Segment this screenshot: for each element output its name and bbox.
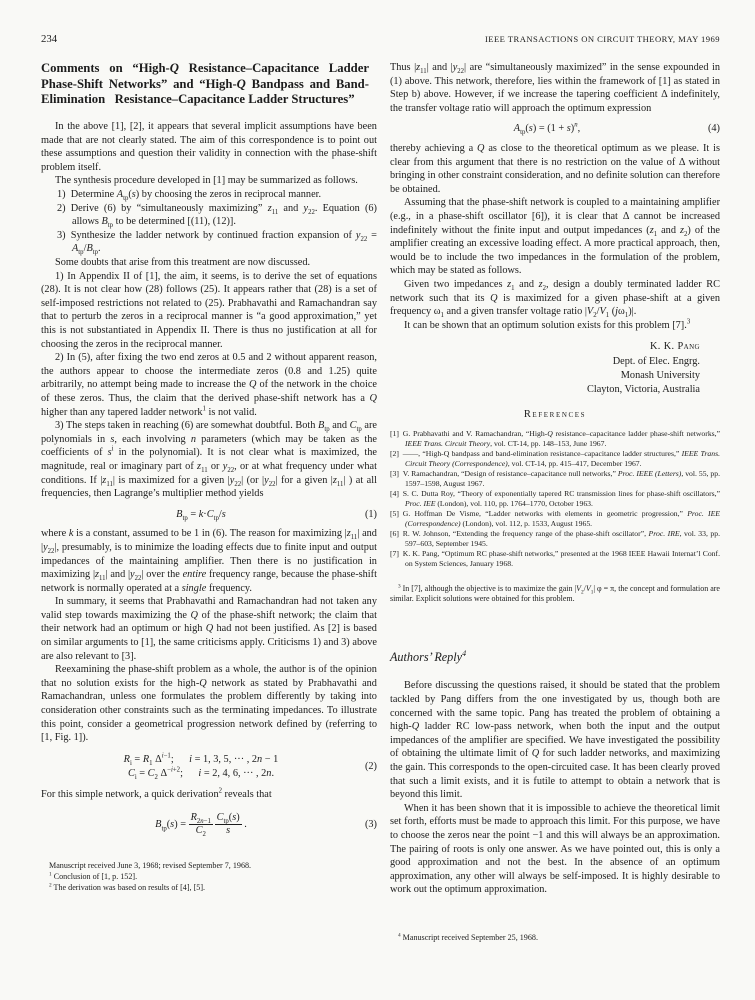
comments-title: Comments on “High-Q Resistance–Capacitance Ladder Phase-Shift Networks” and “High-Q Bandpass and Band-Elimination Resistance–Capacitance Ladder Structures” bbox=[41, 61, 369, 107]
equation-body: $B_{tp} = k\cdot C_{tp}/s$ bbox=[176, 508, 226, 522]
equation-2 bbox=[41, 752, 377, 782]
page-number: 234 bbox=[41, 33, 58, 45]
paragraph: thereby achieving a Q as close to the theoretical optimum as we please. It is clear from this argument that there is no restriction on the value of Δ without bringing in other constraint consideration, and no definite solution can therefore be obtained. bbox=[389, 142, 720, 195]
reference-item: [5] G. Hoffman De Visme, “Ladder networks with elements in geometric progression,” Proc. IEE (Correspondence) (London), vol. 112, p. 1533, August 1965. bbox=[389, 509, 720, 529]
reference-item: [7] K. K. Pang, “Optimum RC phase-shift networks,” presented at the 1968 IEEE Hawaii Internat’l Conf. on System Sciences, January 1968. bbox=[389, 549, 720, 569]
equation-number: (2) bbox=[364, 761, 377, 773]
equation-number: (1) bbox=[364, 508, 377, 520]
equation-line: $R_i = R_1$ $\Delta^{i-1}$; i = 1, 3, 5, ··· , 2n − 1 bbox=[123, 752, 279, 767]
right-column bbox=[390, 61, 720, 944]
reference-item: [6] R. W. Johnson, “Extending the frequency range of the phase-shift oscillator”, Proc. IRE, vol. 33, pp. 597–603, September 1945. bbox=[389, 529, 721, 549]
journal-title-header: IEEE TRANSACTIONS ON CIRCUIT THEORY, MAY 1969 bbox=[484, 34, 720, 44]
author-name: K. K. Pang bbox=[649, 341, 700, 353]
equation-4 bbox=[390, 122, 720, 136]
references-heading: References bbox=[523, 409, 587, 421]
paragraph: 2) In (5), after fixing the two end zeros at 0.5 and 2 without apparent reason, the authors appear to choose the intermediate zeros (0.8 and 1.25) quite arbitrarily, no attempt being made to increase the Q of the network in the choice of these zeros. Thus, the claim that the derived phase-shift network has a Q higher than any tapered ladder network$^1$ is not valid. bbox=[41, 352, 377, 418]
step-item: 2) Derive (6) by “simultaneously maximizing” $z_{11}$ and $y_{22}$. Equation (6) allows $B_{tp}$ to be determined [(11), (12)]. bbox=[57, 202, 377, 230]
step-item: 3) Synthesize the ladder network by continued fraction expansion of $y_{22} = A_{tp}/B_{tp}$. bbox=[57, 229, 377, 257]
paragraph: When it has been shown that it is impossible to achieve the theoretical limit set forth, efforts must be made to approach this limit. For this purpose, we have to choose the zeros near the point −1 and this will always be an approximation. The pairing of roots is only one answer. As we have pointed out, this is only a good approximation and not the best. In the absence of an optimum approximation, any other will always be self-imposed. It is highly desirable to work out the optimum approximation. bbox=[389, 802, 720, 896]
paragraph: 1) In Appendix II of [1], the aim, it seems, is to derive the set of equations (28). It is not clear how (28) follows (25). It appears rather that (28) is a set of self-imposed restrictions not related to (25). Prabhavathi and Ramachandran say that to perturb the zeros in a reciprocal manner is “a good approximation,” yet this is not substantiated in Appendix II. There is thus no justification at all for choosing the zeros in the reciprocal manner. bbox=[41, 270, 377, 350]
paragraph: Given two impedances $z_1$ and $z_2$, design a doubly terminated ladder RC network such that its Q is maximized for a given phase-shift at a given frequency $\omega_1$ and a given transfer voltage ratio $|V_2/V_1$ $(j\omega_1)|$. bbox=[389, 278, 720, 320]
paragraph: It can be shown that an optimum solution exists for this problem [7].$^3$ bbox=[403, 318, 691, 331]
footnote: $^4$ Manuscript received September 25, 1968. bbox=[397, 932, 538, 942]
paragraph: Reexamining the phase-shift problem as a whole, the author is of the opinion that no solution exists for the high-Q network as stated by Prabhavathi and Ramachandran, unless one formulates the problem differently by taking into consideration other constraints such as the terminating impedances. To illustrate this point, consider a geometrical progression network defined by (referring to [1, Fig. 1]). bbox=[41, 664, 377, 744]
authors-reply-heading: Authors’ Reply$^4$ bbox=[389, 648, 467, 664]
equation-number: (4) bbox=[707, 123, 720, 135]
paragraph: In summary, it seems that Prabhavathi and Ramachandran had not taken any valid step towards maximizing the Q of the phase-shift network; the claim that their network had an optimum or high Q had not been justified. As [2] is based on similar arguments to [1], the same criticisms apply. Criticisms 1) and 3) above are also relevant to [3]. bbox=[41, 596, 377, 662]
paragraph: where k is a constant, assumed to be 1 in (6). The reason for maximizing $|z_{11}|$ and $|y_{22}|$, presumably, is to minimize the loading effects due to finite input and output impedances of the maintaining amplifier. Then there is no justification in maximizing $|z_{11}|$ and $|y_{22}|$ over the entire frequency range, because the phase-shift network is normally operated at a single frequency. bbox=[41, 528, 377, 594]
author-affiliation-line: Monash University bbox=[620, 369, 700, 381]
reference-item: [2] ——, “High-Q bandpass and band-elimination resistance–capacitance ladder structures,” IEEE Trans. Circuit Theory (Correspondence), vol. CT-14, pp. 415–417, December 1967. bbox=[389, 449, 721, 469]
author-signature bbox=[390, 340, 700, 397]
reference-item: [1] G. Prabhavathi and V. Ramachandran, “High-Q resistance–capacitance ladder phase-shift networks,” IEEE Trans. Circuit Theory, vol. CT-14, pp. 148–153, June 1967. bbox=[389, 429, 721, 449]
paragraph: The synthesis procedure developed in [1] may be summarized as follows. bbox=[55, 175, 358, 187]
left-footnotes bbox=[41, 861, 377, 893]
paragraph: 3) The steps taken in reaching (6) are somewhat doubtful. Both $B_{tp}$ and $C_{tp}$ are polynomials in s, each involving n parameters (which may be taken as the coefficients of $s^i$ in the polynomial). It is not clear what is maximized, the magnitude, real or imaginary part of $z_{11}$ or $y_{22}$, or at what frequency under what conditions. If $|z_{11}|$ is maximized for a given $|y_{22}|$ (or $|y_{22}|$ for a given $|z_{11}|$ ) at all frequencies, then Lagrange’s multiplier method yields bbox=[41, 420, 377, 500]
paragraph: Some doubts that arise from this treatment are now discussed. bbox=[55, 257, 311, 269]
equation-body: $A_{tp}(s) = (1 + s)^n$, bbox=[513, 121, 581, 137]
running-header bbox=[41, 33, 720, 45]
left-column bbox=[41, 61, 377, 944]
paragraph: Assuming that the phase-shift network is coupled to a maintaining amplifier (e.g., in a phase-shift oscillator [6]), it is clear that Δ cannot be increased indefinitely without the finite input and output impedances ($z_1$ and $z_2$) of the amplifier creating an excessive loading effect. A more practical approach, then, would be to include the two impedances in the formulation of the problem, which may be stated as follows. bbox=[389, 197, 720, 277]
author-affiliation-line: Dept. of Elec. Engrg. bbox=[612, 355, 700, 367]
equation-body: $B_{tp}(s)$ = $\frac{R_{2n-1}}{C_2}$ $\frac{C_{tp}(s)}{s}$ . bbox=[155, 811, 247, 838]
equation-body bbox=[41, 752, 361, 782]
equation-number: (3) bbox=[364, 818, 377, 830]
paragraph: For this simple network, a quick derivation$^2$ reveals that bbox=[41, 787, 272, 801]
equation-line: $C_i = C_2$ $\Delta^{-i+2}$; i = 2, 4, 6, ··· , 2n. bbox=[127, 767, 275, 782]
reference-item: [4] S. C. Dutta Roy, “Theory of exponentially tapered RC transmission lines for phase-shift oscillators,” Proc. IEE (London), vol. 110, pp. 1764–1770, October 1963. bbox=[389, 489, 720, 509]
two-column-body bbox=[41, 61, 720, 944]
footnote: Manuscript received June 3, 1968; revised September 7, 1968. bbox=[49, 861, 252, 871]
equation-3 bbox=[41, 812, 377, 838]
equation-1 bbox=[41, 508, 377, 522]
reference-item: [3] V. Ramachandran, “Design of resistance–capacitance null networks,” Proc. IEEE (Letters), vol. 55, pp. 1597–1598, August 1967. bbox=[389, 469, 721, 489]
paragraph: In the above [1], [2], it appears that several implicit assumptions have been made that are not clearly stated. The aim of this correspondence is to point out these assumptions and question their validity in connection with the phase-shift problem itself. bbox=[41, 121, 377, 173]
footnote: $^3$ In [7], although the objective is to maximize the gain $|V_2/V_1|$ φ = π, the concept and formulation are similar. Explicit solutions were obtained for this problem. bbox=[389, 583, 720, 604]
reference-list bbox=[390, 429, 720, 569]
footnote: $^2$ The derivation was based on results of [4], [5]. bbox=[49, 882, 206, 892]
paragraph: Before discussing the questions raised, it should be stated that the problem tackled by Pang differs from the one investigated by us, though both are concerned with the same topic. Pang has treated the problem of obtaining a high-Q ladder RC low-pass network, when both the input and the output impedances of the amplifier are specified. We have investigated the possibility of obtaining the ultimate limit of Q for such ladder networks, and maximizing the gain. This corresponds to the open-circuited case. It has been clearly proved that such a limit exists, and it is futile to attempt to obtain a network that is beyond this limit. bbox=[389, 680, 720, 801]
footnote: $^1$ Conclusion of [1, p. 152]. bbox=[49, 871, 138, 882]
step-item: 1) Determine $A_{tp}(s)$ by choosing the zeros in reciprocal manner. bbox=[57, 189, 322, 203]
paragraph: Thus $|z_{11}|$ and $|y_{22}|$ are “simultaneously maximized” in the sense expounded in (1) above. This network, therefore, lies within the framework of [1] as stated in Step b) above. However, if we increase the tapering coefficient Δ indefinitely, the transfer voltage ratio will approach the optimum expression bbox=[389, 62, 721, 114]
author-affiliation-line: Clayton, Victoria, Australia bbox=[586, 384, 700, 396]
